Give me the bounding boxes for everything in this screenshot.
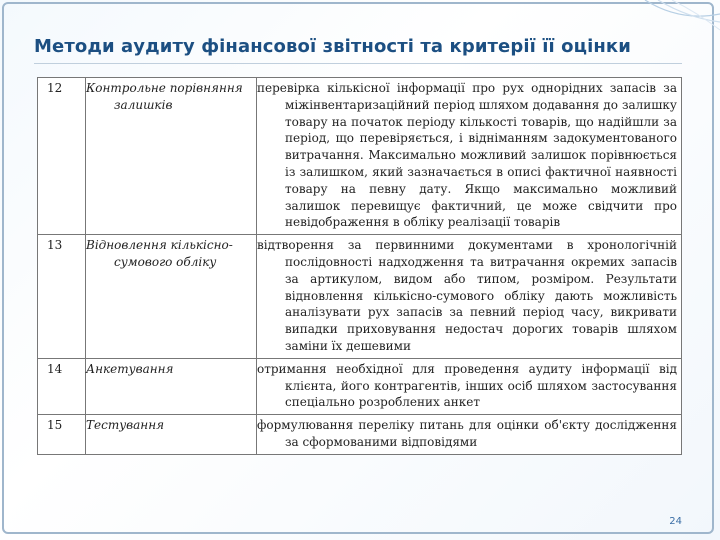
method-description: отримання необхідної для проведення аудиту інформації від клієнта, його контрагентів, інших осіб шляхом застосування спеціально розроблених анкет: [257, 358, 682, 414]
method-description: відтворення за первинними документами в хронологічній послідовності надходження та витрачання окремих запасів за артикулом, видом або типом, розміром. Результати відновлення кількісно-сумового обліку дають можливість аналізувати рух запасів за певний період часу, викривати випадки приховування недостач дорогих товарів шляхом заміни їх дешевими: [257, 235, 682, 359]
table-row: [38, 78, 682, 235]
method-name: Контрольне порівняння залишків: [86, 78, 257, 235]
methods-table: [37, 77, 682, 455]
method-description: перевірка кількісної інформації про рух однорідних запасів за міжінвентаризаційний період шляхом додавання до залишку товару на початок періоду кількості товарів, що надійшли за період, що перевіряється, і відніманням задокументованого витрачання. Максимально можливий залишок порівнюється із залишком, який зазначається в описі фактичної наявності товару на певну дату. Якщо максимально можливий залишок перевищує фактичний, це може свідчити про невідображення в обліку реалізації товарів: [257, 78, 682, 235]
slide-title: Методи аудиту фінансової звітності та критерії її оцінки: [34, 36, 631, 57]
table-row: [38, 235, 682, 359]
table-row: [38, 358, 682, 414]
title-underline: [34, 63, 682, 64]
method-name: Анкетування: [86, 358, 257, 414]
corner-decoration: [640, 0, 720, 40]
row-number: 12: [38, 78, 86, 235]
method-name: Відновлення кількісно-сумового обліку: [86, 235, 257, 359]
table-row: [38, 415, 682, 455]
row-number: 13: [38, 235, 86, 359]
method-name: Тестування: [86, 415, 257, 455]
row-number: 15: [38, 415, 86, 455]
page-number: 24: [669, 516, 682, 527]
method-description: формулювання переліку питань для оцінки об'єкту дослідження за сформованими відповідями: [257, 415, 682, 455]
row-number: 14: [38, 358, 86, 414]
